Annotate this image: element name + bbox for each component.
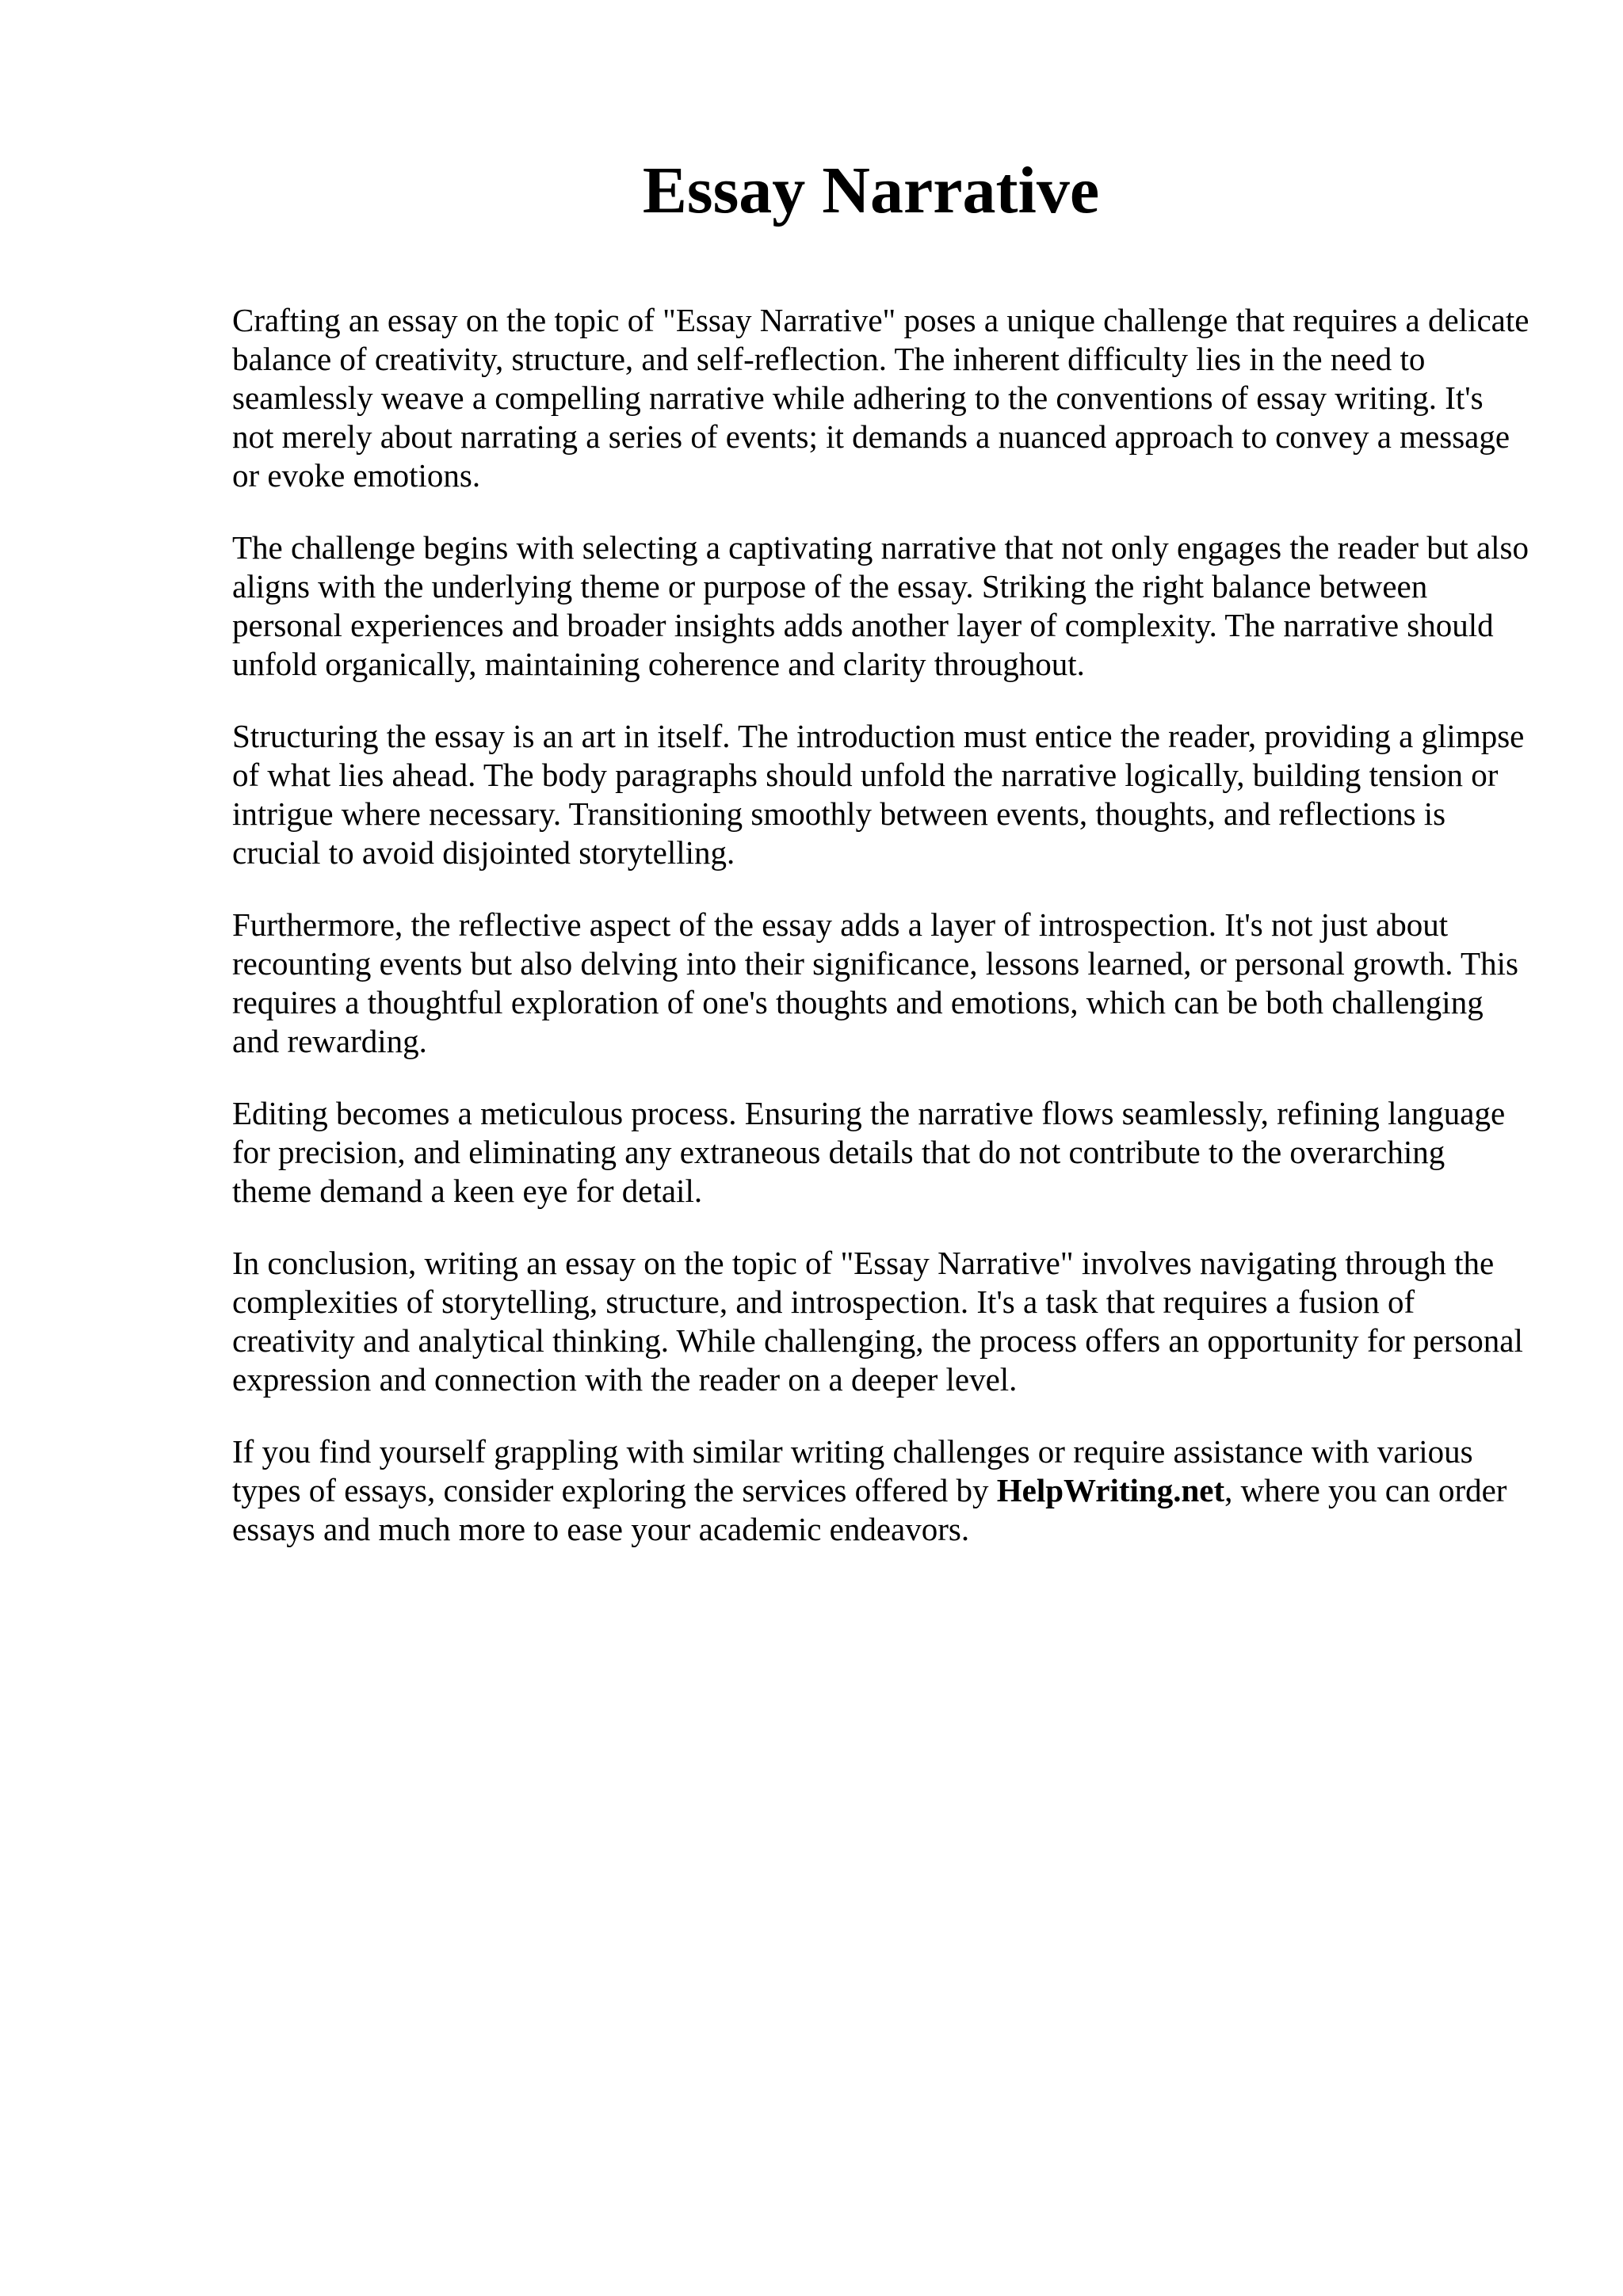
document-title: Essay Narrative — [642, 154, 1100, 227]
paragraph-challenge: The challenge begins with selecting a captivating narrative that not only engages the reader but also aligns with the underlying theme or purpose of the essay. Striking the right balance between personal experiences and broader insights adds another layer of complexity. The narrative should unfold organically, maintaining coherence and clarity throughout. — [232, 529, 1529, 682]
closing-text-after-link: , where you can order essays and much more to ease your academic endeavors. — [232, 1472, 1507, 1547]
closing-text-before-link: If you find yourself grappling with similar writing challenges or require assistance with various types of essays, consider exploring the services offered by — [232, 1433, 1473, 1508]
paragraph-reflection: Furthermore, the reflective aspect of the essay adds a layer of introspection. It's not just about recounting events but also delving into their significance, lessons learned, or personal growth. This requires a thoughtful exploration of one's thoughts and emotions, which can be both challenging and rewarding. — [232, 906, 1518, 1059]
document-body — [232, 301, 1532, 1582]
helpwriting-link[interactable]: HelpWriting.net — [996, 1472, 1225, 1508]
paragraph-intro: Crafting an essay on the topic of "Essay Narrative" poses a unique challenge that requires a delicate balance of creativity, structure, and self-reflection. The inherent difficulty lies in the need to seamlessly weave a compelling narrative while adhering to the conventions of essay writing. It's not merely about narrating a series of events; it demands a nuanced approach to convey a message or evoke emotions. — [232, 302, 1529, 494]
paragraph-editing: Editing becomes a meticulous process. Ensuring the narrative flows seamlessly, refining language for precision, and eliminating any extraneous details that do not contribute to the overarching theme demand a keen eye for detail. — [232, 1095, 1506, 1209]
paragraph-structure: Structuring the essay is an art in itself. The introduction must entice the reader, providing a glimpse of what lies ahead. The body paragraphs should unfold the narrative logically, building tension or intrigue where necessary. Transitioning smoothly between events, thoughts, and reflections is crucial to avoid disjointed storytelling. — [232, 718, 1525, 871]
paragraph-conclusion: In conclusion, writing an essay on the topic of "Essay Narrative" involves navigating through the complexities of storytelling, structure, and introspection. It's a task that requires a fusion of creativity and analytical thinking. While challenging, the process offers an opportunity for personal expression and connection with the reader on a deeper level. — [232, 1245, 1523, 1398]
paragraph-closing — [232, 1432, 1532, 1549]
